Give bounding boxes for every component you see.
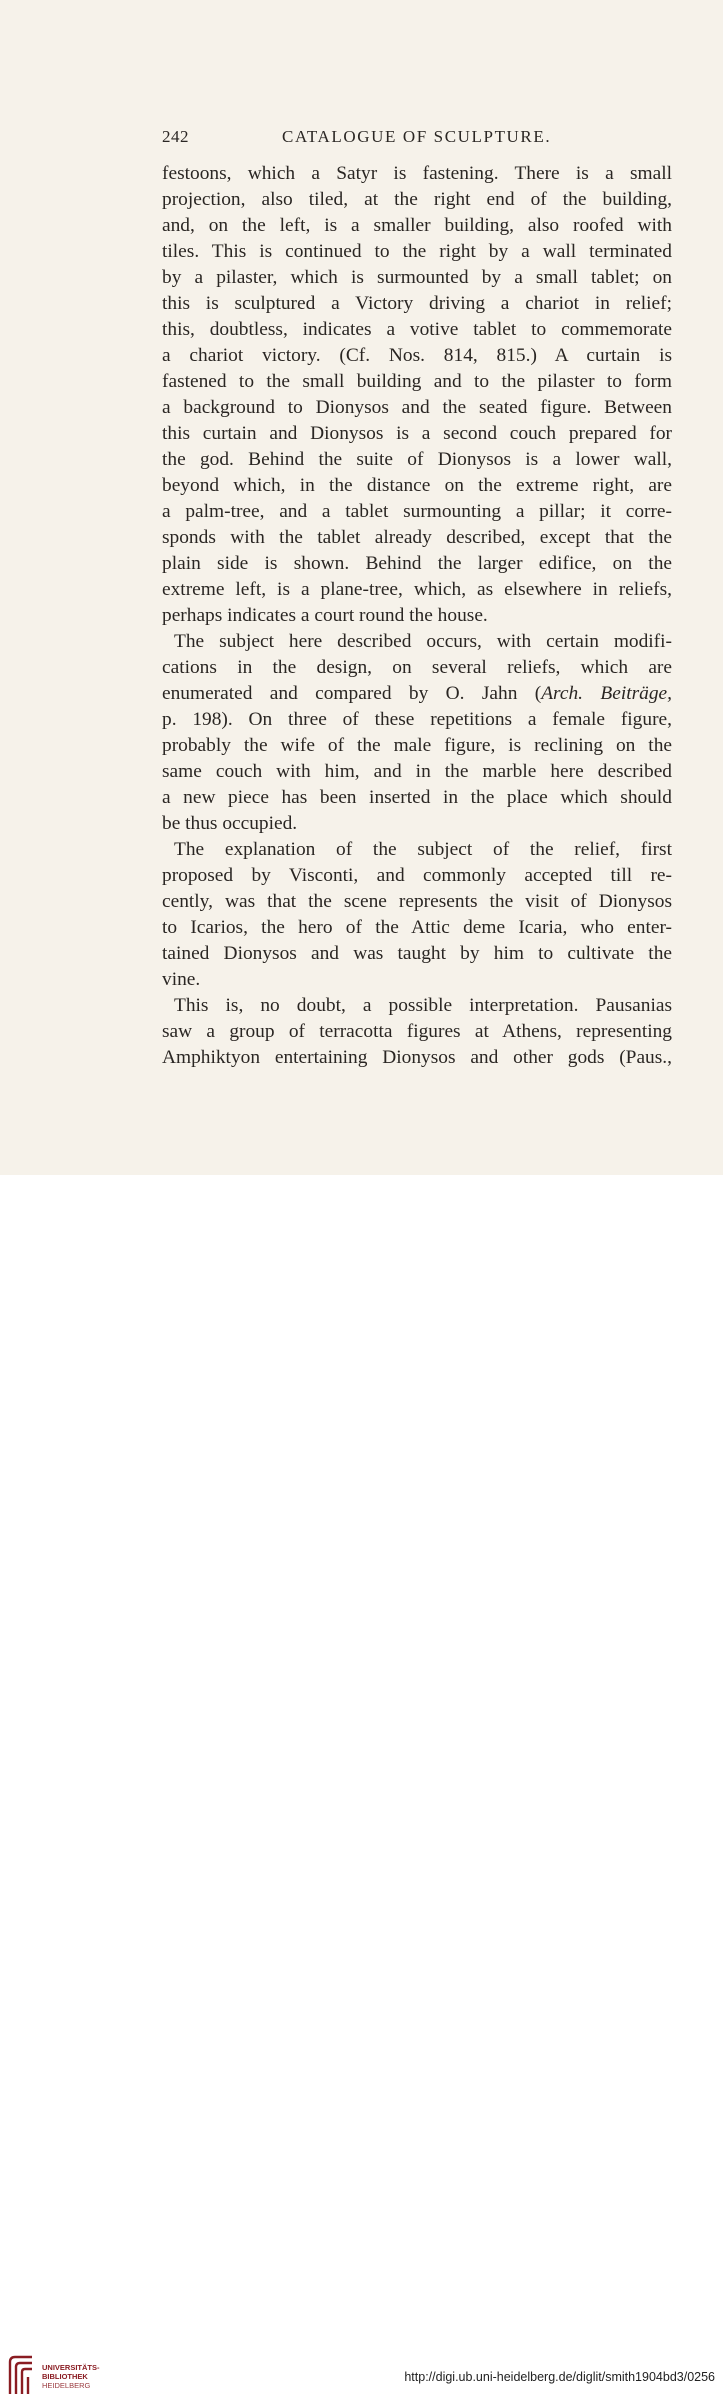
text-line: festoons, which a Satyr is fastening. There is a small [162, 163, 672, 184]
text-line: This is, no doubt, a possible interpretation. Pausanias [174, 995, 672, 1016]
italic-citation: Arch. Beiträge, [541, 683, 672, 704]
text-line: sponds with the tablet already described, except that the [162, 527, 672, 548]
text-line: beyond which, in the distance on the extreme right, are [162, 475, 672, 496]
text-line: Amphiktyon entertaining Dionysos and other gods (Paus., [162, 1047, 672, 1068]
library-name-line: BIBLIOTHEK [42, 2372, 88, 2381]
text-line: a palm-tree, and a tablet surmounting a pillar; it corre- [162, 501, 672, 522]
running-head [162, 127, 672, 149]
text-line: to Icarios, the hero of the Attic deme Icaria, who enter- [162, 917, 672, 938]
library-name-line: UNIVERSITÄTS- [42, 2363, 100, 2372]
text-line: proposed by Visconti, and commonly accepted till re- [162, 865, 672, 886]
text-line: probably the wife of the male figure, is reclining on the [162, 735, 672, 756]
text-line: vine. [162, 969, 201, 990]
source-url-link[interactable]: http://digi.ub.uni-heidelberg.de/diglit/smith1904bd3/0256 [404, 2370, 715, 2384]
text-line: the god. Behind the suite of Dionysos is a lower wall, [162, 449, 672, 470]
text-line: cations in the design, on several reliefs, which are [162, 657, 672, 678]
text-line: tiles. This is continued to the right by a wall terminated [162, 241, 672, 262]
footer-bar [0, 1175, 723, 2390]
text-line: this, doubtless, indicates a votive tablet to commemorate [162, 319, 672, 340]
text-line: projection, also tiled, at the right end of the building, [162, 189, 672, 210]
library-logo-icon[interactable] [6, 2354, 36, 2396]
text-line: The subject here described occurs, with certain modifi- [174, 631, 672, 652]
scanned-page [0, 0, 723, 1175]
text-line: tained Dionysos and was taught by him to cultivate the [162, 943, 672, 964]
text-line: same couch with him, and in the marble here described [162, 761, 672, 782]
text-line: by a pilaster, which is surmounted by a small tablet; on [162, 267, 672, 288]
text-line: be thus occupied. [162, 813, 298, 834]
text-line: this curtain and Dionysos is a second couch prepared for [162, 423, 672, 444]
text-line: cently, was that the scene represents the visit of Dionysos [162, 891, 672, 912]
library-name [42, 2363, 100, 2390]
running-title: CATALOGUE OF SCULPTURE. [282, 127, 552, 146]
text-run: enumerated and compared by O. Jahn ( [162, 683, 542, 704]
text-line: a background to Dionysos and the seated figure. Between [162, 397, 672, 418]
text-line: a new piece has been inserted in the place which should [162, 787, 672, 808]
page-number: 242 [162, 127, 189, 146]
body-text [162, 161, 672, 1071]
text-line: perhaps indicates a court round the house. [162, 605, 488, 626]
library-name-line: HEIDELBERG [42, 2381, 91, 2390]
text-line: this is sculptured a Victory driving a chariot in relief; [162, 293, 672, 314]
text-line: The explanation of the subject of the relief, first [174, 839, 672, 860]
text-line: extreme left, is a plane-tree, which, as elsewhere in reliefs, [162, 579, 672, 600]
text-line: saw a group of terracotta figures at Athens, representing [162, 1021, 672, 1042]
text-line: plain side is shown. Behind the larger edifice, on the [162, 553, 672, 574]
text-line-with-citation [162, 681, 672, 707]
text-line: fastened to the small building and to the pilaster to form [162, 371, 672, 392]
text-line: p. 198). On three of these repetitions a female figure, [162, 709, 672, 730]
text-line: a chariot victory. (Cf. Nos. 814, 815.) A curtain is [162, 345, 672, 366]
text-line: and, on the left, is a smaller building, also roofed with [162, 215, 672, 236]
